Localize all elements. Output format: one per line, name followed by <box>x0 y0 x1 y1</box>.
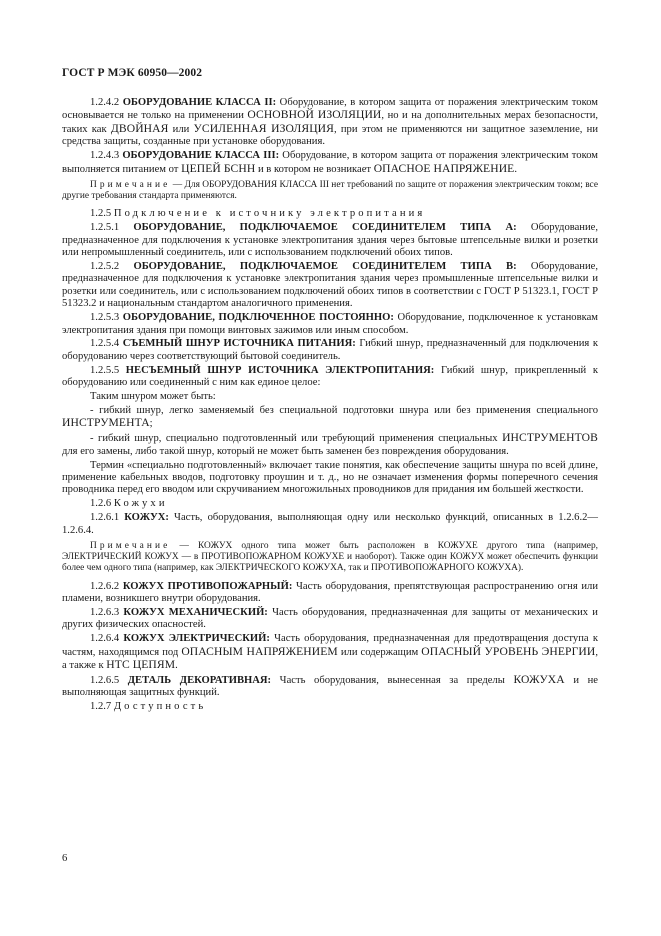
clause-text: , но и на дополнительных мерах безопасности, таких как <box>62 110 599 135</box>
clause-text: или содержащим <box>337 646 422 658</box>
cord-type-item <box>62 405 598 431</box>
term-ref: КОЖУХА <box>513 672 565 686</box>
note-label: Примечание <box>90 541 171 551</box>
clause-text: Часть оборудования, препятствующая распространению огня или пламени, возникшего внутри оборудования. <box>62 580 598 605</box>
clause-term: ДЕТАЛЬ ДЕКОРАТИВНАЯ: <box>127 674 272 686</box>
clause-text: Гибкий шнур, предназначенный для подключения к оборудованию через соответствующий бытовой соединитель. <box>62 338 598 362</box>
clause-text: Оборудование, предназначенное для подключения к установке электропитания здания через промышленные штепсельные вилки и розетки или соединитель, или с использованием подключений обоих типов в соответствии с ГОСТ Р 51323.1, ГОСТ Р 51323.2 и национальным стандартом аналогичного применения. <box>62 260 598 310</box>
clause-1-2-6-2 <box>62 581 598 606</box>
cord-type-item <box>62 432 598 458</box>
clause-term: ОБОРУДОВАНИЕ КЛАССА III: <box>122 150 280 162</box>
clause-term: ОБОРУДОВАНИЕ КЛАССА II: <box>122 97 277 108</box>
clause-term: КОЖУХ ПРОТИВОПОЖАРНЫЙ: <box>122 580 293 592</box>
section-title: Кожухи <box>113 498 168 510</box>
item-text: - гибкий шнур, специально подготовленный или требующий применения специальных <box>90 433 503 445</box>
clause-term: ОБОРУДОВАНИЕ, ПОДКЛЮЧЕННОЕ ПОСТОЯННО: <box>122 312 394 324</box>
clause-text: Часть оборудования, предназначенная для предотвращения доступа к частям, находящимся под <box>62 633 598 658</box>
clause-number: 1.2.6.3 <box>90 606 120 618</box>
term-explanation: Термин «специально подготовленный» включает такие понятия, как обеспечение защиты шнура по всей длине, применение кабельных вводов, подготовку проушин и т. д., но не означает изменения формы поперечного сечения проводника перед его вводом или скручиванием многожильных проводников для придания им большей жесткости. <box>62 459 598 496</box>
section-title: Подключение к источнику электропитания <box>113 208 426 220</box>
clause-text: . <box>514 163 518 175</box>
page-number: 6 <box>62 853 68 864</box>
clause-text: и не выполняющая защитных функций. <box>62 674 598 699</box>
clause-number: 1.2.6.5 <box>90 674 120 686</box>
note-text: — КОЖУХ одного типа может быть расположен в КОЖУХЕ другого типа (например, ЭЛЕКТРИЧЕСКИЙ КОЖУХ — в ПРОТИВОПОЖАРНОМ КОЖУХЕ и наоборот). Также один КОЖУХ может обеспечить функции более чем одного типа (например, как ЭЛЕКТРИЧЕСКОГО КОЖУХА, так и ПРОТИВОПОЖАРНОГО КОЖУХА). <box>62 541 598 574</box>
term-ref: ЦЕПЕЙ БСНН <box>181 161 256 175</box>
clause-text: Оборудование, подключенное к установкам электропитания здания при помощи винтовых зажимов или иным способом. <box>62 312 598 336</box>
clause-1-2-6-1 <box>62 512 598 537</box>
clause-number: 1.2.5.2 <box>90 260 120 272</box>
term-ref: ОСНОВНОЙ ИЗОЛЯЦИИ <box>247 108 382 122</box>
clause-text: Оборудование, предназначенное для подключения к установке электропитания здания через бытовые штепсельные вилки и розетки или непромышленный соединитель, или с использованием подключений обоих типов. <box>62 222 598 259</box>
clause-number: 1.2.5.5 <box>90 364 120 376</box>
term-ref: ИНСТРУМЕНТОВ <box>502 431 598 445</box>
term-ref: УСИЛЕННАЯ ИЗОЛЯЦИЯ <box>193 121 334 135</box>
note-text: — Для ОБОРУДОВАНИЯ КЛАССА III нет требований по защите от поражения электрическим током; все другие требования стандарта применяются. <box>62 179 598 202</box>
clause-1-2-5-2 <box>62 261 598 311</box>
section-number: 1.2.7 <box>90 701 112 713</box>
term-ref: ИНСТРУМЕНТА <box>62 416 150 430</box>
item-text: - гибкий шнур, легко заменяемый без специальной подготовки шнура или без применения специального <box>90 404 598 416</box>
clause-term: КОЖУХ МЕХАНИЧЕСКИЙ: <box>123 606 268 618</box>
clause-1-2-5-1 <box>62 222 598 259</box>
clause-1-2-6-3 <box>62 607 598 632</box>
clause-text: Часть, оборудования, выполняющая одну или несколько функций, описанных в 1.2.6.2—1.2.6.4. <box>62 512 598 536</box>
section-number: 1.2.6 <box>90 498 112 510</box>
section-1-2-5-heading <box>62 208 598 220</box>
section-1-2-7-heading <box>62 701 598 713</box>
clause-number: 1.2.4.2 <box>90 97 120 108</box>
clause-1-2-4-2 <box>62 97 598 149</box>
term-ref: ОПАСНЫЙ УРОВЕНЬ ЭНЕРГИИ <box>421 644 596 658</box>
clause-number: 1.2.6.2 <box>90 580 120 592</box>
clause-1-2-5-3 <box>62 312 598 337</box>
section-number: 1.2.5 <box>90 208 112 220</box>
clause-number: 1.2.6.1 <box>90 512 120 524</box>
clause-text: Оборудование, в котором защита от поражения электрическим током основывается не только на применении <box>62 97 598 122</box>
clause-term: ОБОРУДОВАНИЕ, ПОДКЛЮЧАЕМОЕ СОЕДИНИТЕЛЕМ ТИПА А: <box>133 222 517 234</box>
clause-term: ОБОРУДОВАНИЕ, ПОДКЛЮЧАЕМОЕ СОЕДИНИТЕЛЕМ ТИПА В: <box>133 260 517 272</box>
term-ref: ОПАСНЫМ НАПРЯЖЕНИЕМ <box>181 644 338 658</box>
clause-1-2-6-5 <box>62 674 598 700</box>
clause-number: 1.2.5.1 <box>90 222 120 234</box>
document-body <box>62 97 598 715</box>
clause-term: СЪЕМНЫЙ ШНУР ИСТОЧНИКА ПИТАНИЯ: <box>122 338 356 350</box>
clause-text: . <box>175 660 178 672</box>
clause-number: 1.2.5.4 <box>90 338 120 350</box>
clause-number: 1.2.4.3 <box>90 150 120 162</box>
clause-1-2-5-5 <box>62 365 598 390</box>
clause-number: 1.2.6.4 <box>90 633 120 645</box>
item-text: ; <box>149 418 153 430</box>
note-enclosures <box>62 541 598 575</box>
clause-text: Оборудование, в котором защита от поражения электрическим током выполняется питанием от <box>62 150 598 175</box>
clause-text: Гибкий шнур, прикрепленный к оборудованию или соединенный с ним как единое целое: <box>62 364 599 389</box>
item-text: для его замены, либо такой шнур, который не может быть заменен без повреждения оборудования. <box>62 445 509 457</box>
document-header: ГОСТ Р МЭК 60950—2002 <box>62 67 203 79</box>
note-class-iii <box>62 180 598 202</box>
clause-text: или <box>168 123 194 135</box>
clause-1-2-4-3 <box>62 150 598 176</box>
clause-term: НЕСЪЕМНЫЙ ШНУР ИСТОЧНИКА ЭЛЕКТРОПИТАНИЯ: <box>125 364 435 376</box>
section-1-2-6-heading <box>62 498 598 510</box>
clause-term: КОЖУХ: <box>124 512 169 524</box>
cord-types-intro: Таким шнуром может быть: <box>90 391 216 403</box>
clause-term: КОЖУХ ЭЛЕКТРИЧЕСКИЙ: <box>123 633 270 645</box>
clause-number: 1.2.5.3 <box>90 312 120 324</box>
clause-text: и в котором не возникает <box>255 163 374 175</box>
clause-text: Часть оборудования, вынесенная за пределы <box>271 674 514 686</box>
clause-text: Часть оборудования, предназначенная для защиты от механических и других физических опасностей. <box>62 606 598 631</box>
term-ref: НТС ЦЕПЯМ <box>106 658 176 672</box>
section-title: Доступность <box>113 701 207 713</box>
clause-text: , при этом не применяются ни защитное заземление, ни средства защиты, созданные при установке оборудования. <box>62 123 598 148</box>
note-label: Примечание <box>90 179 171 190</box>
term-ref: ДВОЙНАЯ <box>110 121 169 135</box>
clause-1-2-5-4 <box>62 338 598 363</box>
clause-text: , а также к <box>62 646 599 672</box>
term-ref: ОПАСНОЕ НАПРЯЖЕНИЕ <box>373 161 515 175</box>
clause-1-2-6-4 <box>62 633 598 672</box>
